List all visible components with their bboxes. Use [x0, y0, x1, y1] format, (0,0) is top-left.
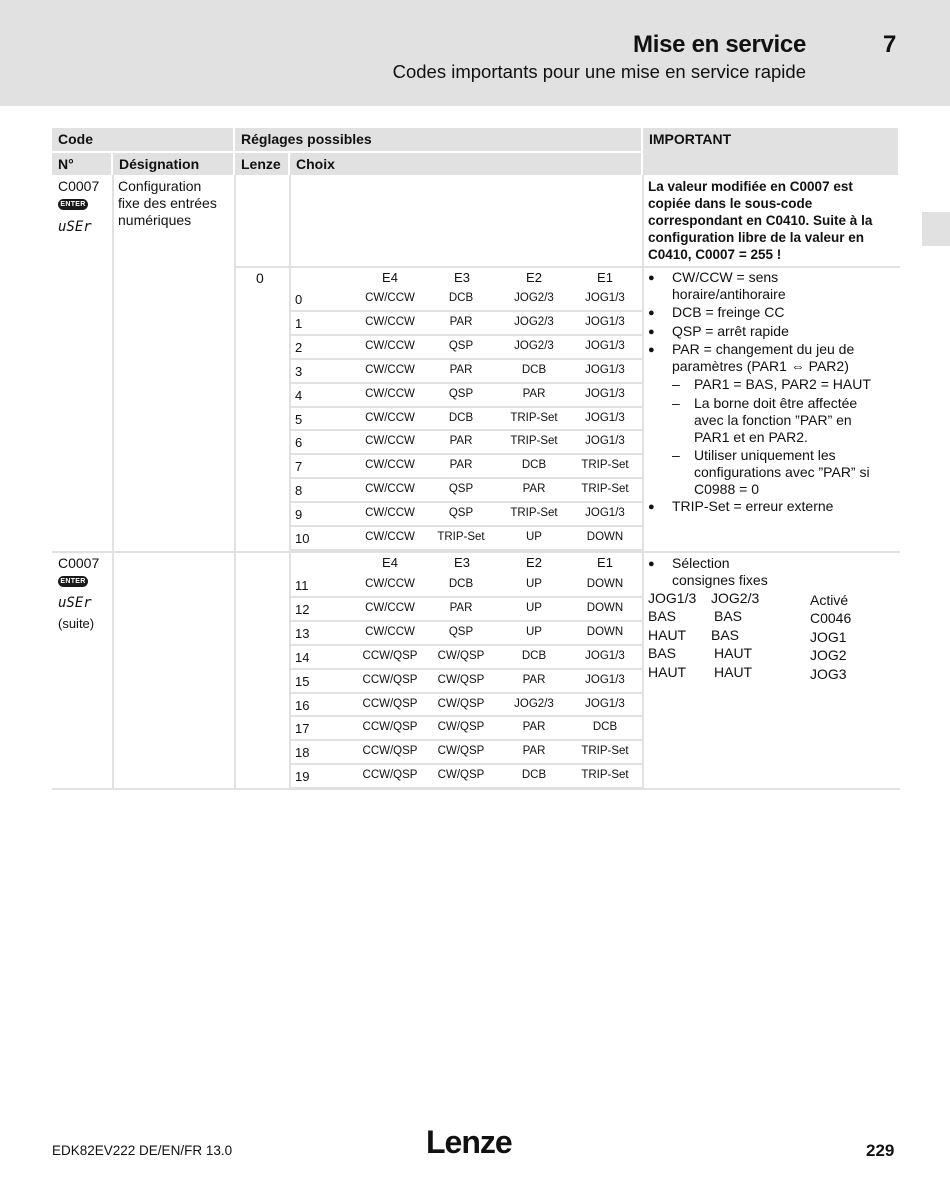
row-divider: [291, 763, 642, 765]
jog-cell: HAUT: [648, 627, 687, 643]
row-number: 17: [295, 721, 310, 737]
note-line: DCB = freinge CC: [672, 304, 785, 320]
row-divider: [291, 596, 642, 598]
header-designation: Désignation: [113, 153, 233, 175]
row-divider: [291, 358, 642, 360]
header-no: N°: [52, 153, 111, 175]
cell-e2: DCB: [521, 363, 547, 376]
cell-e4: CW/CCW: [365, 459, 415, 472]
cell-e4: CCW/QSP: [362, 697, 418, 710]
jog-header: JOG1/3: [648, 590, 697, 606]
row-divider: [291, 739, 642, 741]
bullet-icon: ●: [648, 307, 655, 319]
cell-e4: CW/CCW: [365, 387, 415, 400]
cell-e2: PAR: [522, 721, 546, 734]
code-c0007: C0007: [58, 178, 100, 194]
row-number: 7: [295, 459, 303, 475]
cell-e1: DOWN: [586, 601, 624, 614]
row-divider: [291, 692, 642, 694]
header-lenze: Lenze: [235, 153, 288, 175]
jog-cell: JOG2: [810, 647, 847, 663]
chapter-title: Mise en service: [633, 31, 806, 58]
cell-e1: JOG1/3: [585, 435, 625, 448]
bullet-icon: ●: [648, 326, 655, 338]
grid-line: [52, 551, 900, 553]
cell-e1: TRIP-Set: [581, 483, 629, 496]
row-number: 19: [295, 769, 310, 785]
row-number: 3: [295, 363, 303, 379]
row-number: 9: [295, 507, 303, 523]
cell-e4: CW/CCW: [365, 363, 415, 376]
cell-e1: JOG1/3: [585, 339, 625, 352]
cell-e2: DCB: [521, 649, 547, 662]
cell-e3: CW/QSP: [437, 649, 485, 662]
note-line: Sélection: [672, 555, 730, 571]
cell-e1: TRIP-Set: [581, 745, 629, 758]
column-label-e2: E2: [526, 555, 542, 570]
row-divider: [291, 334, 642, 336]
important-line: copiée dans le sous-code: [648, 196, 813, 211]
suite-label: (suite): [58, 616, 95, 631]
cell-e2: JOG2/3: [514, 292, 554, 304]
jog-cell: BAS: [711, 627, 740, 643]
cell-e2: TRIP-Set: [510, 507, 558, 520]
cell-e2: JOG2/3: [514, 697, 554, 710]
note-line: QSP = arrêt rapide: [672, 323, 789, 339]
dash-icon: –: [672, 447, 680, 463]
cell-e1: JOG1/3: [585, 507, 625, 520]
designation-line: numériques: [118, 212, 192, 228]
designation-line: Configuration: [118, 178, 202, 194]
cell-e2: TRIP-Set: [510, 411, 558, 424]
cell-e4: CW/CCW: [365, 507, 415, 520]
header-important: IMPORTANT: [643, 128, 898, 175]
row-divider: [291, 668, 642, 670]
row-divider: [291, 644, 642, 646]
cell-e1: DOWN: [586, 625, 624, 638]
header-settings: Réglages possibles: [235, 128, 641, 151]
row-divider: [291, 787, 642, 789]
lenze-logo: Lenze: [426, 1124, 512, 1160]
cell-e2: DCB: [521, 459, 547, 472]
cell-e2: PAR: [522, 387, 546, 400]
row-number: 2: [295, 339, 303, 355]
note-line: paramètres (PAR1 ⇔ PAR2): [672, 358, 849, 374]
user-display-icon: uSEr: [58, 595, 92, 611]
note-line: horaire/antihoraire: [672, 286, 786, 302]
bullet-icon: ●: [648, 501, 655, 513]
column-label-e1: E1: [597, 270, 613, 285]
cell-e3: DCB: [448, 411, 474, 424]
cell-e1: TRIP-Set: [581, 769, 629, 782]
cell-e3: QSP: [448, 339, 474, 352]
cell-e2: JOG2/3: [514, 339, 554, 352]
cell-e3: CW/QSP: [437, 721, 485, 734]
enter-key-icon: ENTER: [58, 199, 88, 210]
column-label-e1: E1: [597, 555, 613, 570]
row-divider: [291, 501, 642, 503]
jog-header: Activé: [810, 592, 849, 608]
row-divider: [291, 715, 642, 717]
cell-e3: DCB: [448, 292, 474, 304]
grid-line: [235, 266, 900, 268]
jog-cell: C0046: [810, 610, 852, 626]
cell-e4: CW/CCW: [365, 578, 415, 590]
cell-e3: CW/QSP: [437, 745, 485, 758]
jog-cell: BAS: [648, 645, 677, 661]
note-line: PAR1 = BAS, PAR2 = HAUT: [694, 376, 871, 392]
bullet-icon: ●: [648, 558, 655, 570]
column-label-e3: E3: [454, 555, 470, 570]
column-label-e2: E2: [526, 270, 542, 285]
row-number: 12: [295, 601, 310, 617]
cell-e3: PAR: [449, 363, 473, 376]
jog-header: JOG2/3: [711, 590, 760, 606]
cell-e2: PAR: [522, 745, 546, 758]
dash-icon: –: [672, 395, 680, 411]
row-divider: [291, 429, 642, 431]
chapter-subtitle: Codes importants pour une mise en service rapide: [392, 61, 806, 82]
row-divider: [291, 477, 642, 479]
cell-e2: PAR: [522, 483, 546, 496]
header-code: Code: [52, 128, 233, 151]
row-number: 1: [295, 315, 303, 331]
row-number: 10: [295, 531, 310, 546]
note-line: TRIP-Set = erreur externe: [672, 498, 834, 514]
cell-e3: PAR: [449, 459, 473, 472]
cell-e2: TRIP-Set: [510, 435, 558, 448]
cell-e1: JOG1/3: [585, 387, 625, 400]
row-divider: [291, 453, 642, 455]
row-number: 8: [295, 483, 303, 499]
cell-e2: UP: [526, 531, 542, 543]
cell-e4: CW/CCW: [365, 292, 415, 304]
cell-e2: PAR: [522, 673, 546, 686]
cell-e4: CW/CCW: [365, 315, 415, 328]
important-line: La valeur modifiée en C0007 est: [648, 179, 853, 194]
note-line: Utiliser uniquement les: [694, 447, 836, 463]
cell-e4: CCW/QSP: [362, 721, 418, 734]
row-divider: [291, 310, 642, 312]
important-line: correspondant en C0410. Suite à la: [648, 213, 873, 228]
code-c0007-suite: C0007: [58, 555, 100, 571]
important-line: C0410, C0007 = 255 !: [648, 247, 782, 262]
chapter-number: 7: [883, 31, 897, 58]
row-divider: [291, 549, 642, 551]
user-display-icon: uSEr: [58, 219, 92, 235]
bullet-icon: ●: [648, 344, 655, 356]
cell-e1: JOG1/3: [585, 411, 625, 424]
note-line: configurations avec ”PAR” si: [694, 464, 870, 480]
column-label-e3: E3: [454, 270, 470, 285]
cell-e4: CW/CCW: [365, 435, 415, 448]
cell-e3: QSP: [448, 625, 474, 638]
cell-e1: JOG1/3: [585, 292, 625, 304]
jog-cell: BAS: [714, 608, 743, 624]
cell-e1: JOG1/3: [585, 697, 625, 710]
row-number: 5: [295, 411, 303, 427]
cell-e1: JOG1/3: [585, 363, 625, 376]
cell-e2: JOG2/3: [514, 315, 554, 328]
note-line: consignes fixes: [672, 572, 768, 588]
note-line: PAR1 et en PAR2.: [694, 429, 808, 445]
row-divider: [291, 620, 642, 622]
cell-e3: QSP: [448, 483, 474, 496]
row-number: 14: [295, 649, 310, 665]
row-number: 15: [295, 673, 310, 689]
page-number: 229: [866, 1141, 895, 1160]
row-divider: [291, 406, 642, 408]
row-number: 4: [295, 387, 303, 403]
cell-e3: QSP: [448, 387, 474, 400]
cell-e2: DCB: [521, 769, 547, 782]
row-number: 11: [295, 578, 309, 593]
cell-e4: CW/CCW: [365, 339, 415, 352]
bullet-icon: ●: [648, 272, 655, 284]
header-band: [0, 0, 950, 106]
cell-e4: CW/CCW: [365, 483, 415, 496]
cell-e1: JOG1/3: [585, 649, 625, 662]
document-code: EDK82EV222 DE/EN/FR 13.0: [52, 1143, 233, 1158]
cell-e4: CW/CCW: [365, 531, 415, 543]
cell-e1: DOWN: [586, 531, 624, 543]
cell-e2: UP: [526, 601, 542, 614]
header-choix: Choix: [290, 153, 641, 175]
jog-cell: HAUT: [648, 664, 687, 680]
jog-cell: HAUT: [714, 645, 753, 661]
cell-e3: PAR: [449, 601, 473, 614]
grid-line: [112, 175, 114, 788]
note-line: CW/CCW = sens: [672, 269, 779, 285]
jog-cell: HAUT: [714, 664, 753, 680]
column-label-e4: E4: [382, 555, 398, 570]
cell-e3: CW/QSP: [437, 673, 485, 686]
jog-cell: BAS: [648, 608, 677, 624]
enter-key-icon: ENTER: [58, 576, 88, 587]
row-divider: [291, 525, 642, 527]
jog-cell: JOG1: [810, 629, 847, 645]
cell-e4: CW/CCW: [365, 625, 415, 638]
cell-e4: CCW/QSP: [362, 673, 418, 686]
jog-cell: JOG3: [810, 666, 847, 682]
cell-e3: TRIP-Set: [437, 531, 485, 543]
row-number: 6: [295, 435, 303, 451]
dash-icon: –: [672, 376, 680, 392]
cell-e1: DOWN: [586, 578, 624, 590]
important-line: configuration libre de la valeur en: [648, 230, 865, 245]
note-line: PAR = changement du jeu de: [672, 341, 855, 357]
cell-e4: CCW/QSP: [362, 649, 418, 662]
chapter-side-tab: [922, 212, 950, 246]
cell-e2: UP: [526, 578, 542, 590]
cell-e3: CW/QSP: [437, 769, 485, 782]
cell-e3: DCB: [448, 578, 474, 590]
cell-e1: TRIP-Set: [581, 459, 629, 472]
note-line: C0988 = 0: [694, 481, 759, 497]
column-label-e4: E4: [382, 270, 398, 285]
cell-e3: PAR: [449, 315, 473, 328]
designation-line: fixe des entrées: [118, 195, 217, 211]
lenze-default-value: 0: [256, 270, 264, 286]
row-number: 18: [295, 745, 310, 761]
row-number: 13: [295, 625, 310, 641]
cell-e1: JOG1/3: [585, 673, 625, 686]
cell-e4: CCW/QSP: [362, 769, 418, 782]
row-divider: [291, 382, 642, 384]
note-line: avec la fonction ”PAR” en: [694, 412, 852, 428]
cell-e4: CCW/QSP: [362, 745, 418, 758]
cell-e3: PAR: [449, 435, 473, 448]
cell-e1: JOG1/3: [585, 315, 625, 328]
cell-e3: QSP: [448, 507, 474, 520]
note-line: La borne doit être affectée: [694, 395, 858, 411]
cell-e3: CW/QSP: [437, 697, 485, 710]
cell-e4: CW/CCW: [365, 601, 415, 614]
cell-e1: DCB: [592, 721, 618, 734]
cell-e4: CW/CCW: [365, 411, 415, 424]
cell-e2: UP: [526, 625, 542, 638]
row-number: 16: [295, 697, 310, 713]
row-number: 0: [295, 292, 303, 307]
